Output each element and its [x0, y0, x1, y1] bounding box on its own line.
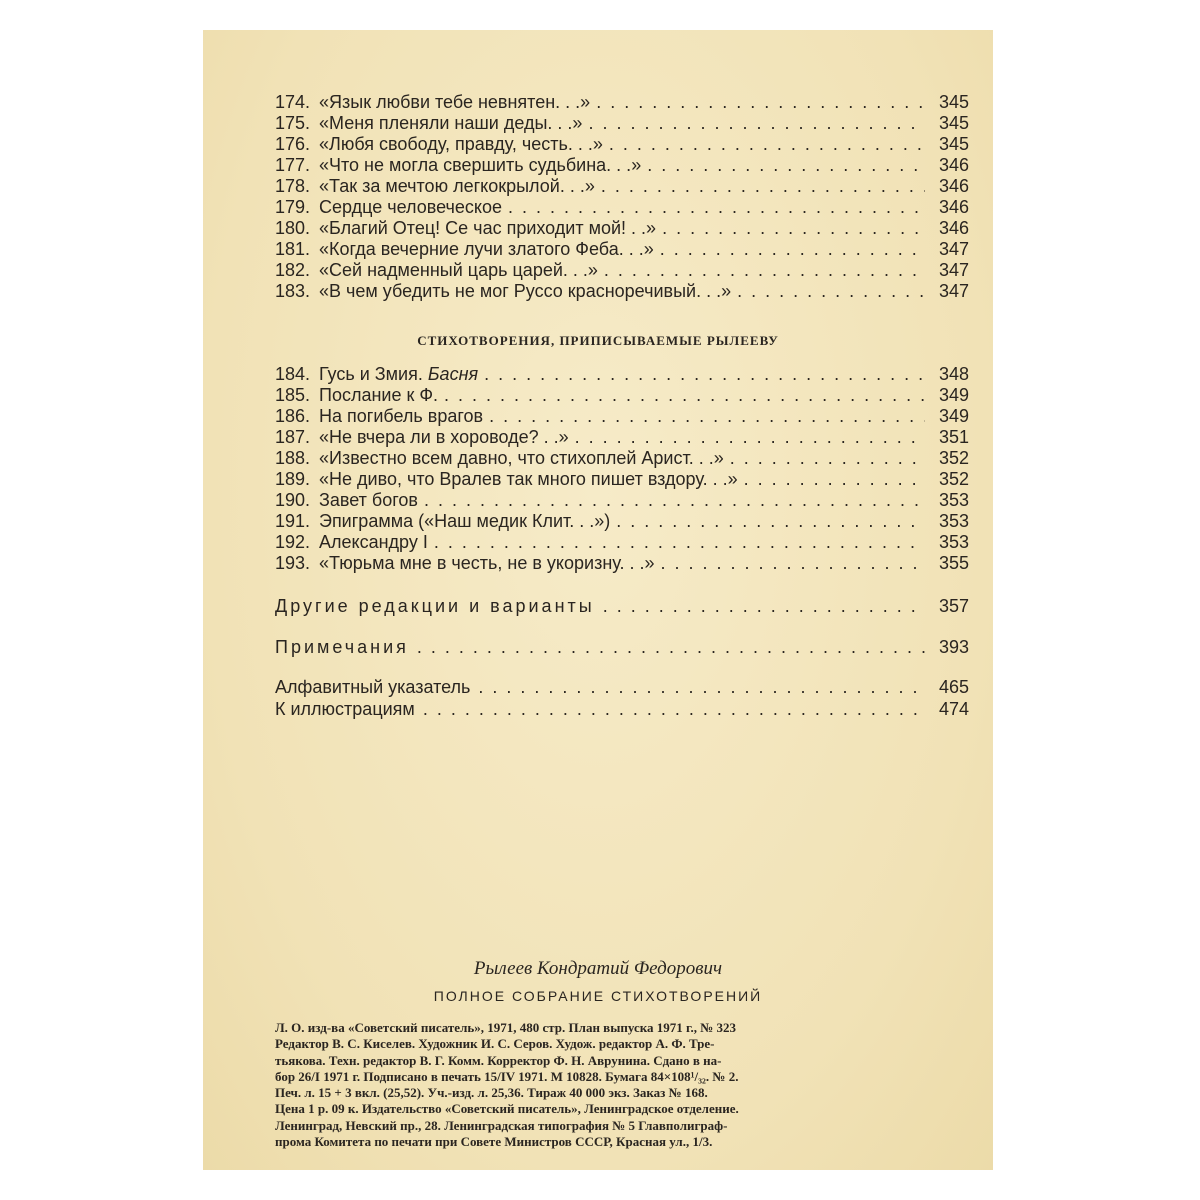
toc-page-number: 351	[938, 427, 969, 447]
toc-page-number: 348	[938, 364, 969, 384]
toc-entry	[275, 469, 925, 490]
toc-number: 187.	[275, 427, 311, 447]
toc-number: 184.	[275, 364, 311, 384]
toc-page-number: 349	[938, 406, 969, 426]
toc-title: Александру I	[319, 532, 428, 552]
toc-entry	[275, 364, 925, 385]
toc-number: 175.	[275, 113, 311, 133]
toc-title: «Не вчера ли в хороводе? . .»	[319, 427, 569, 447]
toc-number: 174.	[275, 92, 311, 112]
toc-row	[275, 532, 969, 553]
toc-row	[275, 364, 969, 385]
toc-row	[275, 511, 969, 532]
imprint-line: Ленинград, Невский пр., 28. Ленинградская типография № 5 Главполиграф-	[275, 1117, 728, 1133]
toc-entry	[275, 260, 925, 281]
toc-title: «Что не могла свершить судьбина. . .»	[319, 155, 642, 175]
toc-row	[275, 260, 969, 281]
toc-title: На погибель врагов	[319, 406, 484, 426]
toc-page-number: 353	[938, 532, 969, 552]
toc-row-illustrations	[275, 698, 969, 720]
colophon-imprint	[275, 1020, 973, 1150]
toc-row	[275, 490, 969, 511]
toc-number: 185.	[275, 385, 311, 405]
toc-entry	[275, 490, 925, 511]
toc-row	[275, 113, 969, 134]
toc-page-number: 345	[938, 92, 969, 112]
toc-list-attributed	[275, 364, 969, 574]
toc-number: 179.	[275, 197, 311, 217]
toc-title: Завет богов	[319, 490, 418, 510]
toc-number: 180.	[275, 218, 311, 238]
toc-page-number: 353	[938, 511, 969, 531]
toc-title: Примечания	[275, 637, 409, 657]
toc-title: «Известно всем давно, что стихоплей Арист. . .»	[319, 448, 724, 468]
toc-entry	[275, 239, 925, 260]
toc-list-poems	[275, 92, 969, 302]
toc-row	[275, 218, 969, 239]
toc-row	[275, 92, 969, 113]
book-page	[203, 30, 993, 1170]
toc-entry	[275, 113, 925, 134]
toc-page-number: 393	[938, 637, 969, 657]
toc-page-number: 346	[938, 218, 969, 238]
toc-number: 183.	[275, 281, 311, 301]
toc-entry	[275, 406, 925, 427]
toc-title: Алфавитный указатель	[275, 677, 471, 697]
toc-row	[275, 239, 969, 260]
toc-number: 189.	[275, 469, 311, 489]
toc-entry	[275, 197, 925, 218]
toc-page-number: 347	[938, 260, 969, 280]
toc-number: 190.	[275, 490, 311, 510]
imprint-line: Цена 1 р. 09 к. Издательство «Советский писатель», Ленинградское отделение.	[275, 1101, 739, 1117]
toc-row	[275, 197, 969, 218]
toc-title: «В чем убедить не мог Руссо красноречивый. . .»	[319, 281, 732, 301]
toc-page-number: 353	[938, 490, 969, 510]
imprint-line: Редактор В. С. Киселев. Художник И. С. Серов. Худож. редактор А. Ф. Тре-	[275, 1036, 715, 1052]
toc-page-number: 355	[938, 553, 969, 573]
toc-row-variants	[275, 594, 969, 618]
imprint-line: Л. О. изд-ва «Советский писатель», 1971, 480 стр. План выпуска 1971 г., № 323	[275, 1020, 737, 1035]
imprint-line: прома Комитета по печати при Совете Министров СССР, Красная ул., 1/3.	[275, 1134, 713, 1150]
toc-row-notes	[275, 635, 969, 659]
toc-page-number: 352	[938, 448, 969, 468]
toc-title: «Меня пленяли наши деды. . .»	[319, 113, 583, 133]
toc-title: К иллюстрациям	[275, 699, 415, 719]
colophon-author: Рылеев Кондратий Федорович	[473, 958, 723, 979]
toc-row-index	[275, 676, 969, 698]
toc-title: Другие редакции и варианты	[275, 596, 595, 616]
toc-entry	[275, 511, 925, 532]
toc-row	[275, 427, 969, 448]
toc-title: Эпиграмма («Наш медик Клит. . .»)	[319, 511, 611, 531]
toc-entry	[275, 155, 925, 176]
toc-page-number: 346	[938, 197, 969, 217]
toc-row	[275, 155, 969, 176]
toc-page-number: 349	[938, 385, 969, 405]
toc-title: Гусь и Змия.	[319, 364, 423, 384]
toc-number: 178.	[275, 176, 311, 196]
toc-title: «Благий Отец! Се час приходит мой! . .»	[319, 218, 657, 238]
toc-row	[275, 134, 969, 155]
toc-title: «Любя свободу, правду, честь. . .»	[319, 134, 603, 154]
toc-page-number: 347	[938, 239, 969, 259]
toc-page-number: 347	[938, 281, 969, 301]
toc-row	[275, 385, 969, 406]
toc-row	[275, 553, 969, 574]
toc-row	[275, 406, 969, 427]
toc-row	[275, 176, 969, 197]
toc-title: Послание к Ф.	[319, 385, 439, 405]
toc-row	[275, 281, 969, 302]
toc-page-number: 345	[938, 113, 969, 133]
toc-row	[275, 448, 969, 469]
toc-number: 188.	[275, 448, 311, 468]
toc-page-number: 465	[938, 677, 969, 697]
toc-title: «Когда вечерние лучи златого Феба. . .»	[319, 239, 654, 259]
toc-entry	[275, 448, 925, 469]
toc-entry	[275, 176, 925, 197]
toc-number: 181.	[275, 239, 311, 259]
toc-page-number: 352	[938, 469, 969, 489]
toc-title: «Сей надменный царь царей. . .»	[319, 260, 598, 280]
toc-title: «Тюрьма мне в честь, не в укоризну. . .»	[319, 553, 655, 573]
toc-entry	[275, 385, 925, 406]
toc-entry	[275, 532, 925, 553]
toc-entry	[275, 92, 925, 113]
colophon-book-title: ПОЛНОЕ СОБРАНИЕ СТИХОТВОРЕНИЙ	[433, 988, 763, 1004]
toc-page-number: 345	[938, 134, 969, 154]
toc-page-number: 474	[938, 699, 969, 719]
toc-number: 182.	[275, 260, 311, 280]
toc-number: 192.	[275, 532, 311, 552]
imprint-line: Печ. л. 15 + 3 вкл. (25,52). Уч.-изд. л. 25,36. Тираж 40 000 экз. Заказ № 168.	[275, 1085, 708, 1101]
toc-row	[275, 469, 969, 490]
toc-page-number: 346	[938, 155, 969, 175]
toc-title: Сердце человеческое	[319, 197, 502, 217]
toc-number: 177.	[275, 155, 311, 175]
toc-entry	[275, 553, 925, 574]
toc-number: 186.	[275, 406, 311, 426]
toc-title: «Не диво, что Вралев так много пишет вздору. . .»	[319, 469, 738, 489]
section-heading: СТИХОТВОРЕНИЯ, ПРИПИСЫВАЕМЫЕ РЫЛЕЕВУ	[417, 333, 779, 348]
toc-genre: Басня	[427, 364, 479, 384]
toc-number: 191.	[275, 511, 311, 531]
toc-page-number: 357	[938, 596, 969, 616]
toc-title: «Так за мечтою легкокрылой. . .»	[319, 176, 595, 196]
toc-entry	[275, 427, 925, 448]
toc-number: 176.	[275, 134, 311, 154]
imprint-line: бор 26/I 1971 г. Подписано в печать 15/IV 1971. М 10828. Бумага 84×108¹/₃₂. № 2.	[275, 1068, 739, 1084]
toc-number: 193.	[275, 553, 311, 573]
toc-title: «Язык любви тебе невнятен. . .»	[319, 92, 591, 112]
toc-entry	[275, 134, 925, 155]
toc-entry	[275, 218, 925, 239]
toc-entry	[275, 281, 925, 302]
toc-page-number: 346	[938, 176, 969, 196]
imprint-line: тьякова. Техн. редактор В. Г. Комм. Корректор Ф. Н. Аврунина. Сдано в на-	[275, 1052, 722, 1068]
